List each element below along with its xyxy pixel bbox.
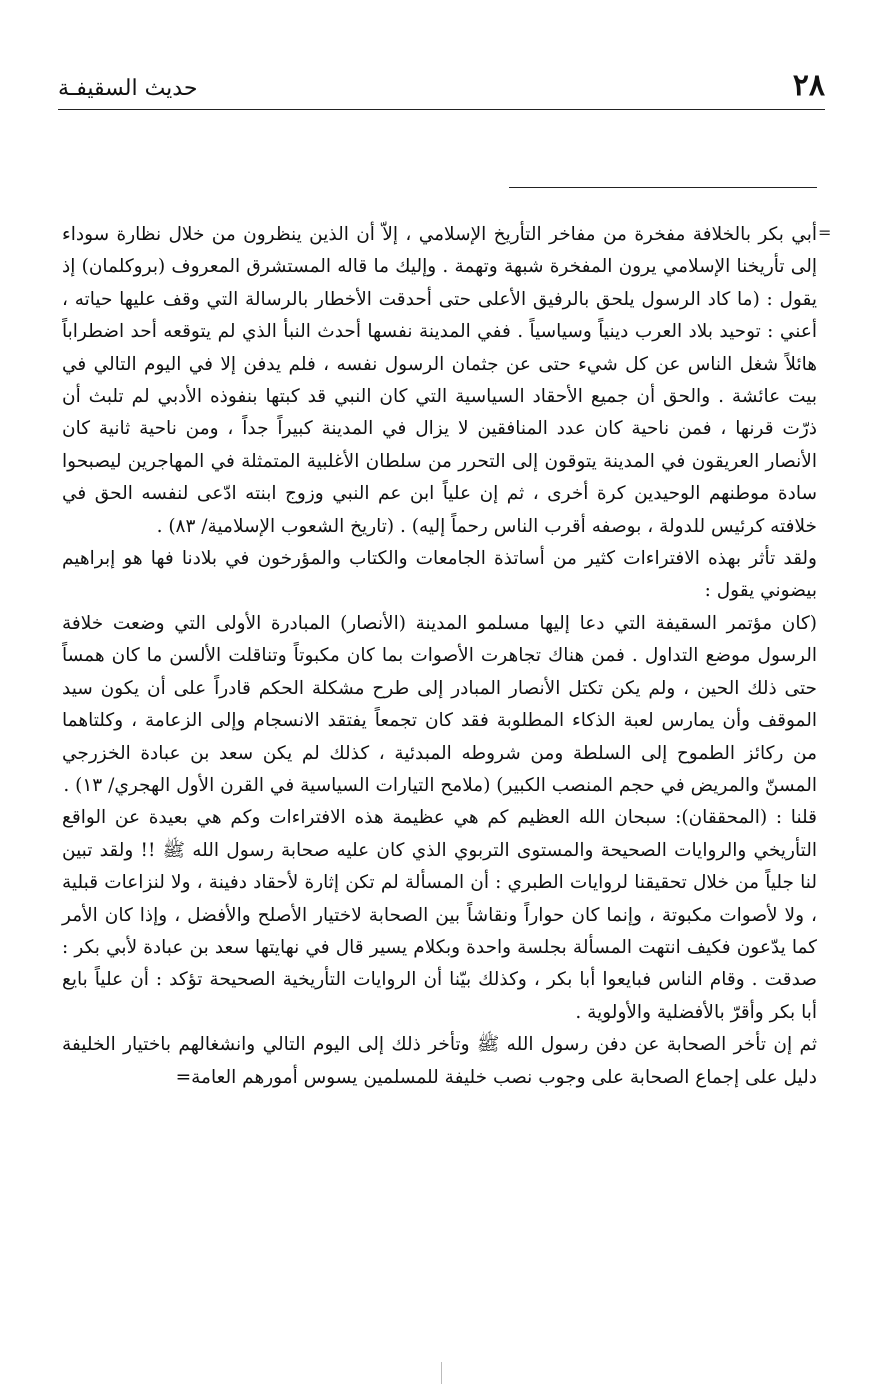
body-text <box>62 219 817 1094</box>
header-rule <box>58 109 825 110</box>
paragraph-2: ولقد تأثر بهذه الافتراءات كثير من أساتذة الجامعات والكتاب والمؤرخون في بلادنا فها هو إبراهيم بيضوني يقول : <box>62 548 817 602</box>
separator-rule <box>509 187 817 188</box>
continuation-mark: = <box>818 223 832 242</box>
paragraph-1: أبي بكر بالخلافة مفخرة من مفاخر التأريخ الإسلامي ، إلاّ أن الذين ينظرون من خلال نظارة سوداء إلى تأريخنا الإسلامي يرون المفخرة شبهة وتهمة . وإليك ما قاله المستشرق المعروف (بروكلمان) إذ يقول : (ما كاد الرسول يلحق بالرفيق الأعلى حتى أحدقت الأخطار بالرسالة التي وقف عليها حياته ، أعني : توحيد بلاد العرب دينياً وسياسياً . ففي المدينة نفسها أحدث النبأ الذي لم يتوقعه أحد اضطراباً هائلاً شغل الناس عن كل شيء حتى عن جثمان الرسول نفسه ، فلم يدفن إلا في اليوم التالي في بيت عائشة . والحق أن جميع الأحقاد السياسية التي كان النبي قد كبتها بنفوذه الأدبي لم تلبث أن ذرّت قرنها ، فمن ناحية كان عدد المنافقين لا يزال في المدينة كبيراً جداً ، ومن ناحية ثانية كان الأنصار العريقون في المدينة يتوقون إلى التحرر من سلطان الأغلبية المتمثلة في المهاجرين ليصبحوا سادة موطنهم الوحيدين كرة أخرى ، ثم إن علياً ابن عم النبي وزوج ابنته ادّعى لنفسه الحق في خلافته كرئيس للدولة ، بوصفه أقرب الناس رحماً إليه) . (تاريخ الشعوب الإسلامية/ ٨٣) . <box>62 224 817 537</box>
paragraph-5: ثم إن تأخر الصحابة عن دفن رسول الله ﷺ وتأخر ذلك إلى اليوم التالي وانشغالهم باختيار الخليفة دليل على إجماع الصحابة على وجوب نصب خليفة للمسلمين يسوس أمورهم العامة= <box>62 1034 817 1088</box>
running-title: حديث السقيفـة <box>58 76 198 101</box>
paragraph-3: (كان مؤتمر السقيفة التي دعا إليها مسلمو المدينة (الأنصار) المبادرة الأولى التي وضعت خلافة الرسول موضع التداول . فمن هناك تجاهرت الأصوات بما كان مكبوتاً وتناقلت الألسن ما كان همساً حتى ذلك الحين ، ولم يكن تكتل الأنصار المبادر إلى طرح مشكلة الحكم قادراً على أن يكون سيد الموقف وأن يمارس لعبة الذكاء المطلوبة فقد كان تجمعاً يفتقد الانسجام وإلى الزعامة ، وكلتاهما من ركائز الطموح إلى السلطة ومن شروطه المبدئية ، كذلك لم يكن سعد بن عبادة الخزرجي المسنّ والمريض في حجم المنصب الكبير) (ملامح التيارات السياسية في القرن الأول الهجري/ ١٣) . <box>62 612 817 796</box>
page-number: ٢٨ <box>792 68 825 103</box>
page-edge-mark <box>441 1362 442 1384</box>
page-header <box>58 64 825 112</box>
paragraph-4: قلنا : (المحققان): سبحان الله العظيم كم هي عظيمة هذه الافتراءات وكم هي بعيدة عن الواقع التأريخي والروايات الصحيحة والمستوى التربوي الذي كان عليه صحابة رسول الله ﷺ !! ولقد تبين لنا جلياً من خلال تحقيقنا لروايات الطبري : أن المسألة لم تكن إثارة لأحقاد دفينة ، ولا لنزاعات قبلية ، ولا لأصوات مكبوتة ، وإنما كان حواراً ونقاشاً بين الصحابة لاختيار الأصلح والأفضل ، وإذا كان الأمر كما يدّعون فكيف انتهت المسألة بجلسة واحدة وبكلام يسير قال في نهايتها سعد بن عبادة لأبي بكر : صدقت . وقام الناس فبايعوا أبا بكر ، وكذلك بيّنا أن الروايات التأريخية الصحيحة تؤكد : أن علياً بايع أبا بكر وأقرّ بالأفضلية والأولوية . <box>62 807 817 1023</box>
